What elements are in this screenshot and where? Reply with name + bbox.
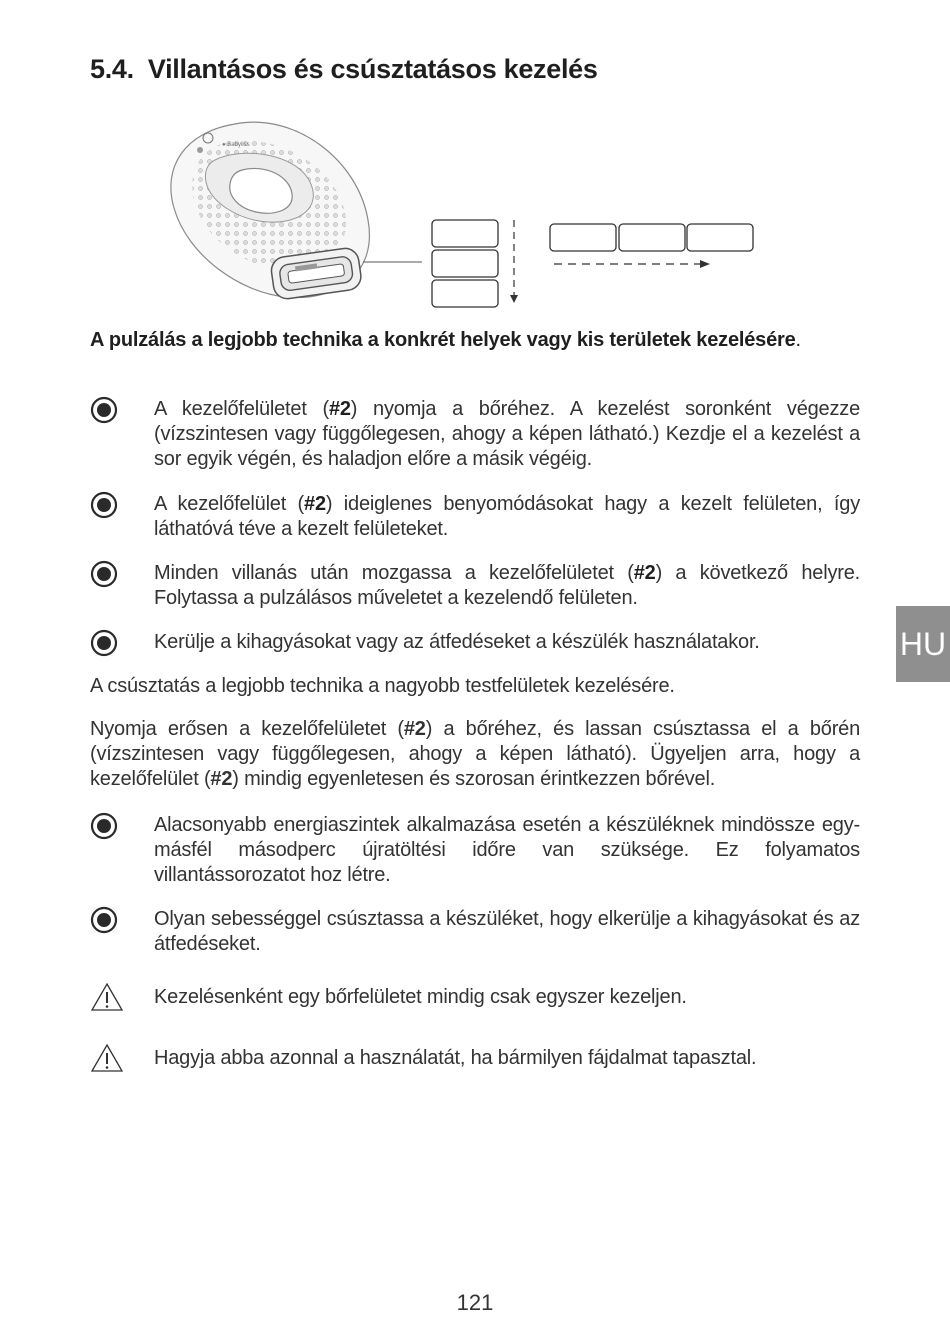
horizontal-pattern: [550, 224, 753, 268]
sliding-instructions: Nyomja erősen a kezelőfelületet (#2) a bőréhez, és lassan csúsztassa el a bőrén (vízszintesen vagy függőlegesen, ahogy a képen látható). Ügyeljen arra, hogy a kezelőfelület (#2) mindig egyenletesen és szorosan érintkezzen bőrével.: [90, 718, 860, 790]
radio-dot-icon: [90, 491, 120, 521]
list-item-text: Minden villanás után mozgassa a kezelőfelületet (#2) a következő helyre. Folytassa a pulzálásos műveletet a kezelendő felületen.: [154, 562, 860, 609]
list-item-text: Kerülje a kihagyásokat vagy az átfedéseket a készülék használatakor.: [154, 631, 760, 653]
sliding-intro: A csúsztatás a legjobb technika a nagyobb testfelületek kezelésére.: [90, 675, 675, 697]
language-tab: HU: [896, 606, 950, 682]
lead-bold: A pulzálás a legjobb technika a konkrét helyek vagy kis területek kezelésére: [90, 329, 796, 351]
radio-dot-icon: [90, 629, 120, 659]
vertical-pattern: [432, 220, 518, 307]
treatment-diagram: [160, 112, 770, 317]
section-heading: [90, 54, 598, 85]
radio-dot-icon: [90, 396, 120, 426]
warning-text: Kezelésenként egy bőrfelületet mindig csak egyszer kezeljen.: [154, 986, 687, 1008]
section-title: Villantásos és csúsztatásos kezelés: [147, 54, 598, 84]
warning-triangle-icon: [90, 982, 124, 1012]
radio-dot-icon: [90, 812, 120, 842]
lead-tail: .: [795, 329, 801, 351]
list-item-text: A kezelőfelületet (#2) nyomja a bőréhez. A kezelést soronként végezze (vízszintesen vagy függőlegesen, ahogy a képen látható.) Kezdje el a kezelést a sor egyik végén, és haladjon előre a másik végéig.: [154, 398, 860, 470]
arrow-right-icon: [700, 260, 710, 268]
list-item-text: A kezelőfelület (#2) ideiglenes benyomódásokat hagy a kezelt felületen, így láthatóvá téve a kezelt felületeket.: [154, 493, 860, 540]
lead-paragraph: [90, 328, 860, 353]
list-item-text: Olyan sebességgel csúsztassa a készüléket, hogy elkerülje a kihagyásokat és az átfedéseket.: [154, 908, 860, 955]
warning-triangle-icon: [90, 1043, 124, 1073]
list-item-text: Alacsonyabb energiaszintek alkalmazása esetén a készüléknek mindössze egy-másfél másodperc újratöltési időre van szüksége. Ez folyamatos villantássorozatot hoz létre.: [154, 814, 860, 886]
device-illustration: [171, 122, 422, 300]
arrow-down-icon: [510, 295, 518, 303]
radio-dot-icon: [90, 560, 120, 590]
brand-logo: ● Babyliss: [222, 142, 250, 148]
warning-text: Hagyja abba azonnal a használatát, ha bármilyen fájdalmat tapasztal.: [154, 1047, 757, 1069]
section-number: 5.4.: [90, 54, 134, 84]
radio-dot-icon: [90, 906, 120, 936]
page-number: 121: [456, 1290, 494, 1315]
